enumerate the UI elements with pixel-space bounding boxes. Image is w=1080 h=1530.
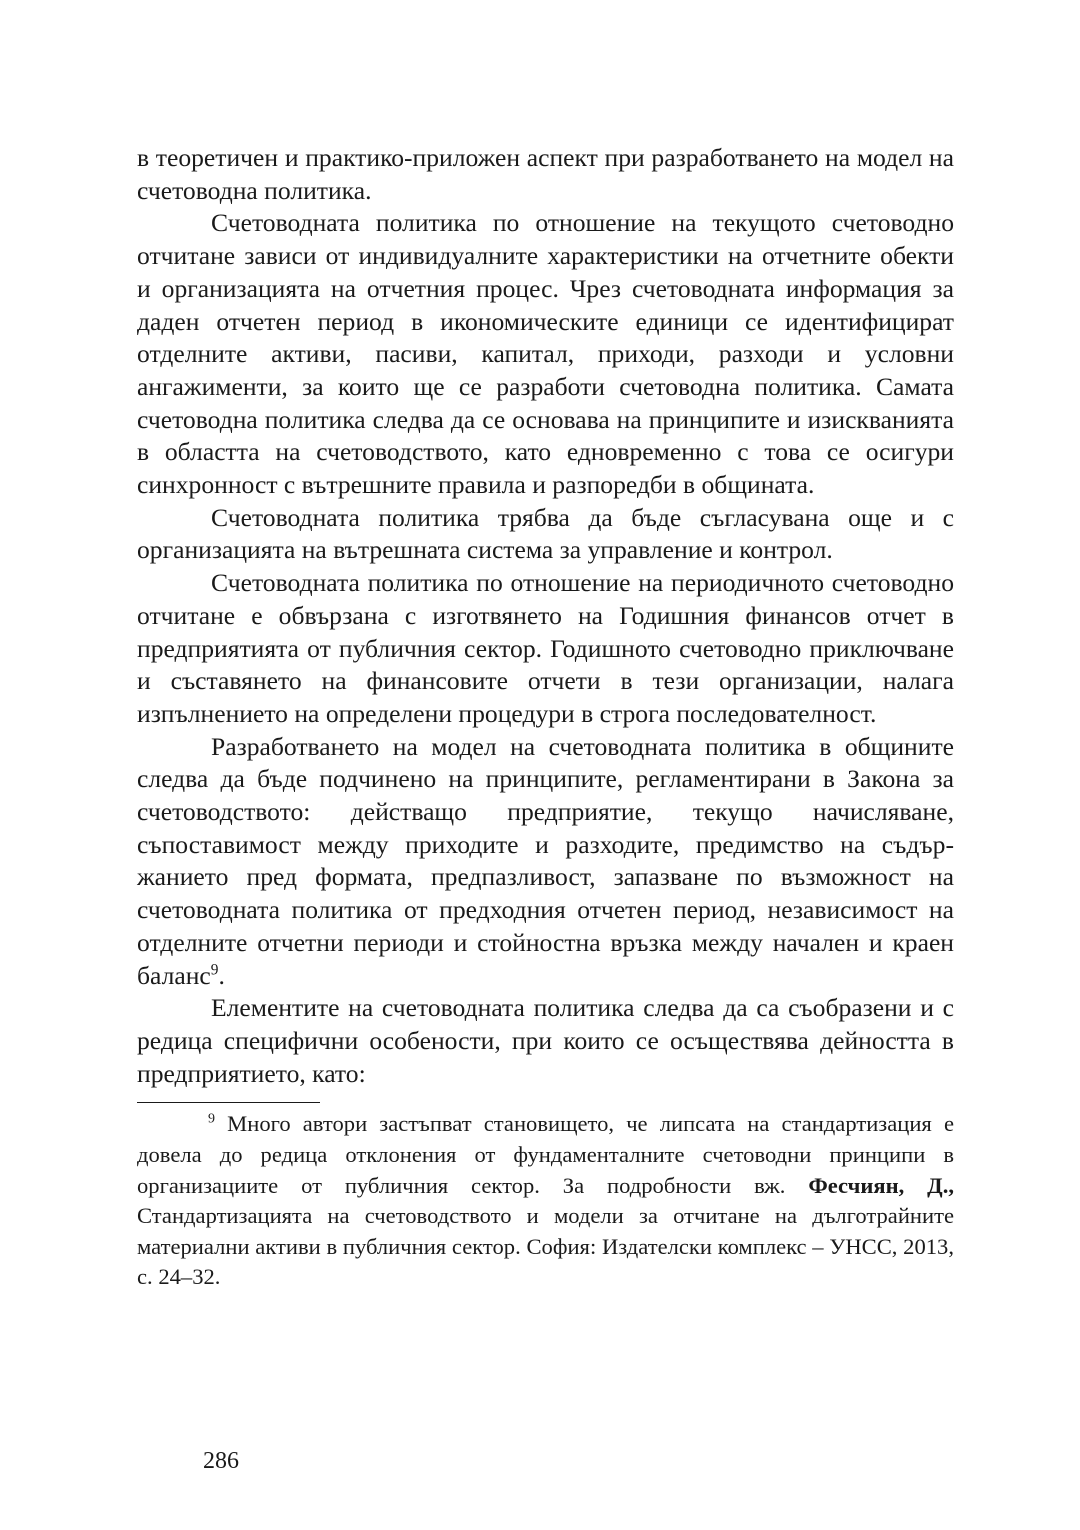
paragraph-6: Елементите на счетоводната политика следва да са съобразени и с редица специфични особености, при които се осъществява дейността в предприятието, като: [137, 993, 954, 1088]
paragraph-5 [137, 731, 954, 993]
paragraph-1: в теоретичен и практико-приложен аспект при разработването на модел на счетоводна политика. [137, 143, 954, 205]
footnote-text [137, 1109, 954, 1293]
body-text [137, 142, 954, 1090]
page-number: 286 [203, 1448, 239, 1474]
paragraph-5-end: . [218, 960, 225, 990]
footnote-author: Фесчиян, Д., [808, 1172, 954, 1198]
footnote [137, 1109, 954, 1293]
footnote-reference[interactable]: 9 [210, 961, 219, 979]
footnote-mark: 9 [208, 1111, 215, 1127]
paragraph-2: Счетоводната политика по отношение на текущото счетоводно отчитане зависи от индивидуалните характеристики на отчетните обекти и организацията на отчетния процес. Чрез счетоводната информация за даден отчетен период в икономическите единици се идентифицират отделните активи, пасиви, капитал, приходи, разходи и условни ангажименти, за които ще се разработи счетоводна политика. Самата счетоводна политика следва да се основава на принципите и изискванията в областта на счетоводството, като едновременно с това се осигури синхронност с вътрешните правила и разпоредби в общината. [137, 208, 954, 500]
page-content [137, 142, 954, 1293]
footnote-divider [137, 1102, 320, 1103]
footnote-text-after: Стандартизацията на счетоводството и модели за отчитане на дълготрайните материални активи в публичния сектор. София: Издателски комплекс – УНСС, 2013, с. 24–32. [137, 1203, 954, 1290]
paragraph-4: Счетоводната политика по отношение на периодичното счетоводно отчитане е обвързана с изготвянето на Годишния финансов отчет в предприятията от публичния сектор. Годишното счетоводно приключване и съставянето на финансовите отчети в тези организации, налага изпълнението на определени процедури в строга последователност. [137, 568, 954, 728]
paragraph-5-text: Разработването на модел на счетоводната политика в общините следва да бъде подчинено на принципите, регламентирани в Закона за счетоводството: действащо предприятие, текущо начисляване, съпоставимост между приходите и разходите, предимство на съдържанието пред формата, предпазливост, запазване по възможност на счетоводната политика от предходния отчетен период, независимост на отделните отчетни периоди и стойностна връзка между начален и краен баланс [137, 731, 954, 990]
paragraph-3: Счетоводната политика трябва да бъде съгласувана още и с организацията на вътрешната система за управление и контрол. [137, 502, 954, 565]
footnote-text-before: Много автори застъпват становището, че липсата на стандартизация е довела до редица отклонения от фундаменталните счетоводни принципи в организациите от публичния сектор. За подробности вж. [137, 1111, 954, 1198]
